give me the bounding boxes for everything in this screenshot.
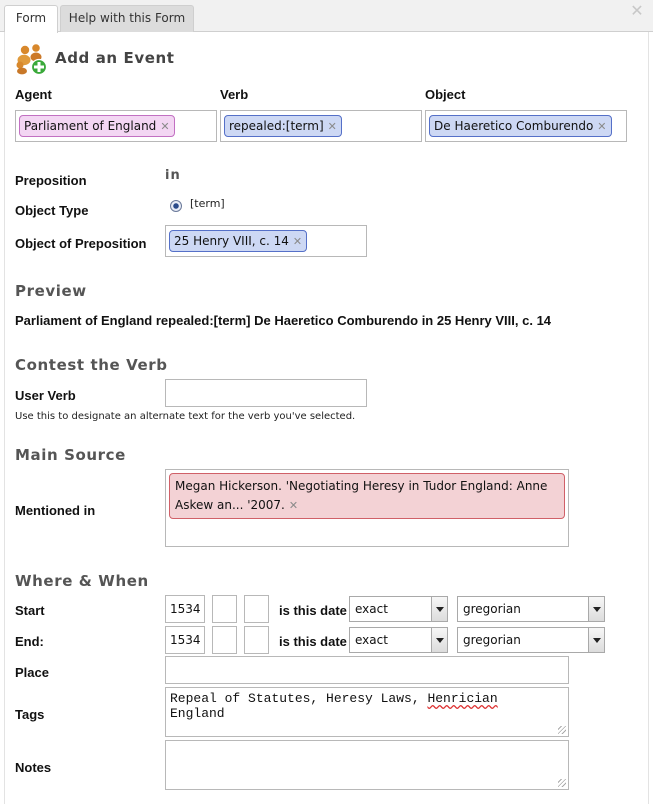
- mentioned-in-field[interactable]: [165, 469, 569, 547]
- object-of-preposition-token[interactable]: [169, 230, 307, 252]
- end-calendar-select[interactable]: [457, 627, 605, 653]
- remove-icon[interactable]: ✕: [288, 499, 299, 512]
- object-type-radio[interactable]: [170, 200, 182, 212]
- start-calendar-select[interactable]: [457, 596, 605, 622]
- tags-text: Repeal of Statutes, Heresy Laws,: [170, 691, 428, 706]
- remove-icon[interactable]: ✕: [160, 120, 170, 133]
- object-of-preposition-field[interactable]: [165, 225, 367, 257]
- preview-heading: Preview: [15, 282, 87, 300]
- resize-grip-icon[interactable]: [558, 779, 566, 787]
- object-token-label: De Haeretico Comburendo: [434, 119, 594, 133]
- object-of-preposition-token-label: 25 Henry VIII, c. 14: [174, 234, 289, 248]
- main-source-heading: Main Source: [15, 446, 126, 464]
- agent-token[interactable]: [19, 115, 175, 137]
- end-year-input[interactable]: 1534: [165, 626, 205, 654]
- notes-textarea[interactable]: [165, 740, 569, 790]
- chevron-down-icon[interactable]: [588, 628, 604, 652]
- page-title: Add an Event: [55, 49, 175, 67]
- agent-token-label: Parliament of England: [24, 119, 157, 133]
- end-precision-value: exact: [355, 633, 388, 647]
- contest-heading: Contest the Verb: [15, 356, 168, 374]
- object-token[interactable]: [429, 115, 612, 137]
- verb-label: Verb: [220, 87, 249, 102]
- place-input[interactable]: [165, 656, 569, 684]
- source-token-line2: Askew an... '2007.: [175, 498, 285, 512]
- tags-misspelled-word: Henrician: [427, 691, 498, 706]
- end-label: End:: [15, 634, 44, 649]
- start-precision-value: exact: [355, 602, 388, 616]
- preview-text: Parliament of England repealed:[term] De Haeretico Comburendo in 25 Henry VIII, c. 14: [15, 313, 552, 328]
- end-day-input[interactable]: [244, 626, 269, 654]
- end-precision-select[interactable]: [349, 627, 448, 653]
- object-field[interactable]: [425, 110, 627, 142]
- preposition-label: Preposition: [15, 173, 87, 188]
- user-verb-label: User Verb: [15, 388, 76, 403]
- close-icon[interactable]: ✕: [630, 1, 644, 20]
- remove-icon[interactable]: ✕: [597, 120, 607, 133]
- object-label: Object: [425, 87, 466, 102]
- start-year-input[interactable]: 1534: [165, 595, 205, 623]
- tab-form[interactable]: Form: [4, 5, 58, 33]
- chevron-down-icon[interactable]: [431, 628, 447, 652]
- start-month-input[interactable]: [212, 595, 237, 623]
- place-label: Place: [15, 665, 49, 680]
- agent-field[interactable]: [15, 110, 217, 142]
- user-verb-help: Use this to designate an alternate text for the verb you've selected.: [15, 411, 356, 422]
- notes-label: Notes: [15, 760, 52, 775]
- user-verb-input[interactable]: [165, 379, 367, 407]
- source-token[interactable]: [169, 473, 565, 519]
- remove-icon[interactable]: ✕: [327, 120, 337, 133]
- start-precision-select[interactable]: [349, 596, 448, 622]
- object-of-preposition-label: Object of Preposition: [15, 236, 147, 251]
- verb-token[interactable]: [224, 115, 342, 137]
- end-month-input[interactable]: [212, 626, 237, 654]
- start-label: Start: [15, 603, 45, 618]
- verb-field[interactable]: [220, 110, 422, 142]
- tags-text-cont: England: [170, 706, 225, 721]
- start-day-input[interactable]: [244, 595, 269, 623]
- chevron-down-icon[interactable]: [431, 597, 447, 621]
- add-event-people-icon: [14, 42, 48, 76]
- mentioned-in-label: Mentioned in: [15, 503, 96, 518]
- object-type-value: [term]: [190, 197, 225, 210]
- resize-grip-icon[interactable]: [558, 726, 566, 734]
- tags-textarea[interactable]: [165, 687, 569, 737]
- start-is-this-date-label: is this date: [279, 603, 347, 618]
- source-token-line1: Megan Hickerson. 'Negotiating Heresy in Tudor England: Anne: [175, 479, 548, 493]
- preposition-value: in: [165, 168, 181, 183]
- end-is-this-date-label: is this date: [279, 634, 347, 649]
- agent-label: Agent: [15, 87, 52, 102]
- tab-help[interactable]: Help with this Form: [60, 5, 194, 32]
- tags-label: Tags: [15, 707, 45, 722]
- object-type-label: Object Type: [15, 203, 89, 218]
- tab-bar: [0, 0, 653, 32]
- end-calendar-value: gregorian: [463, 633, 521, 647]
- verb-token-label: repealed:[term]: [229, 119, 324, 133]
- remove-icon[interactable]: ✕: [292, 235, 303, 248]
- where-when-heading: Where & When: [15, 572, 149, 590]
- start-calendar-value: gregorian: [463, 602, 521, 616]
- chevron-down-icon[interactable]: [588, 597, 604, 621]
